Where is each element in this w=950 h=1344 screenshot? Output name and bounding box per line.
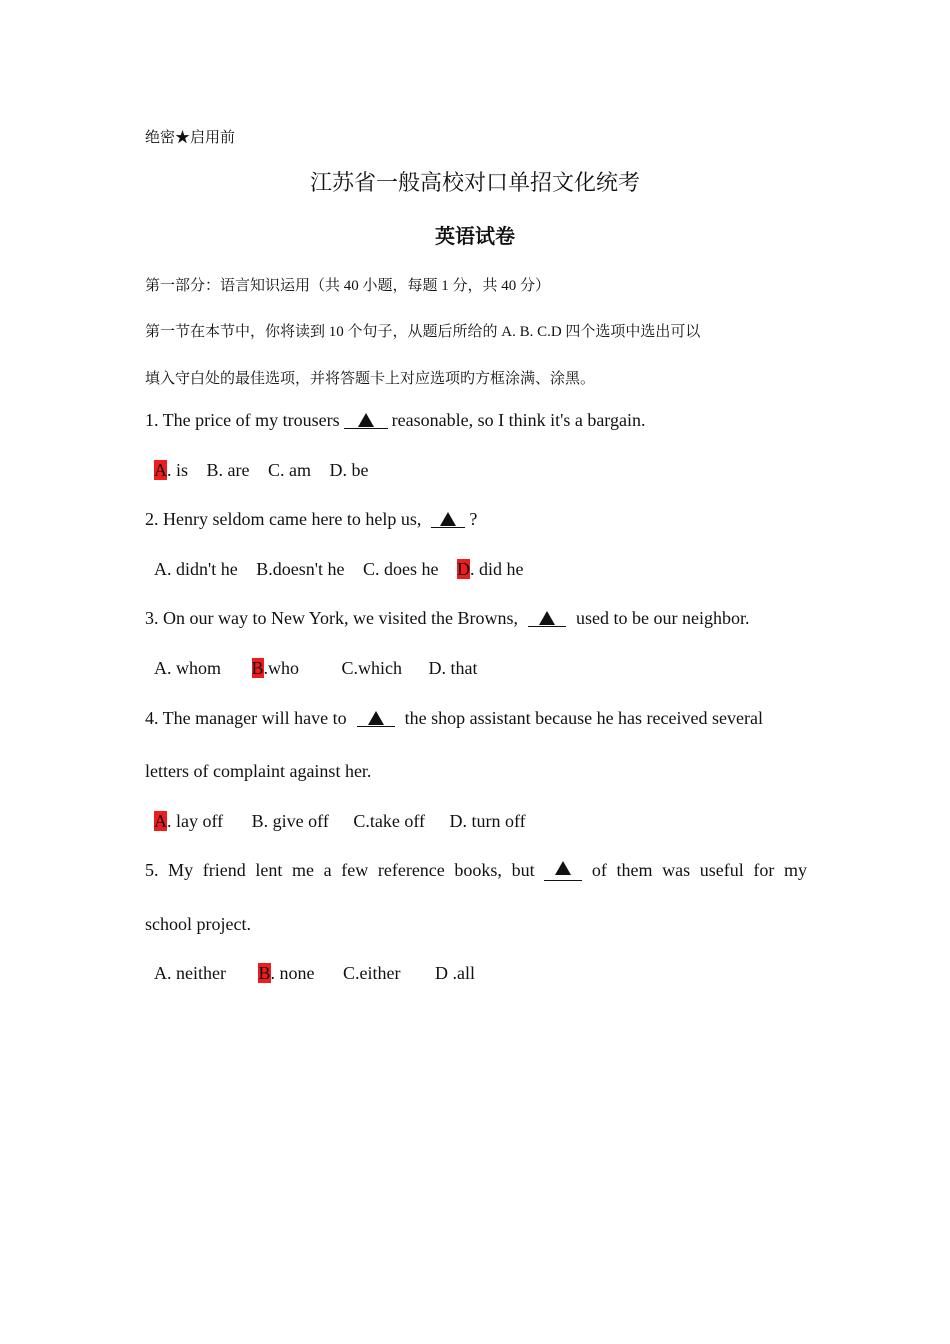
option-text: .who	[263, 658, 300, 678]
question-word: books,	[454, 860, 502, 880]
question-word: me	[292, 860, 314, 880]
exam-title: 江苏省一般高校对口单招文化统考	[309, 170, 640, 195]
option-text: . am	[280, 460, 312, 480]
part-instruction: 第一部分：语言知识运用（共 40 小题，每题 1 分，共 40 分）	[145, 278, 551, 294]
answer-letter: A	[154, 963, 167, 983]
option-text: . lay off	[167, 811, 224, 831]
answer-letter: D	[449, 811, 463, 831]
option-a[interactable]	[154, 559, 238, 579]
answer-letter: D	[428, 658, 442, 678]
answer-letter: D	[456, 559, 470, 579]
option-c[interactable]	[343, 963, 401, 983]
section-instruction-line-1: 第一节在本节中，你将读到 10 个句子，从题后所给的 A. B. C.D 四个选项中选出可以	[145, 324, 701, 340]
question-word: few	[341, 860, 369, 880]
option-c[interactable]	[363, 559, 439, 579]
option-text: . didn't he	[167, 559, 238, 579]
question-2	[145, 509, 477, 530]
question-text: the shop assistant because he has received several	[404, 708, 763, 728]
options-3	[154, 658, 492, 679]
triangle-icon	[368, 711, 384, 725]
answer-letter: A	[154, 658, 167, 678]
answer-letter: C	[362, 559, 375, 579]
question-word: useful	[699, 860, 744, 880]
option-d[interactable]	[429, 658, 478, 678]
option-a[interactable]	[154, 460, 188, 480]
answer-letter: C	[341, 658, 354, 678]
option-text: . be	[342, 460, 369, 480]
option-text: . give off	[263, 811, 329, 831]
question-text: used to be our neighbor.	[575, 608, 750, 628]
answer-letter: A	[154, 811, 167, 831]
answer-letter: B	[251, 811, 264, 831]
option-b[interactable]	[258, 963, 314, 983]
option-text: .doesn't he	[268, 559, 345, 579]
option-b[interactable]	[252, 811, 329, 831]
answer-letter: C	[268, 460, 281, 480]
question-word: reference	[377, 860, 445, 880]
question-5	[145, 860, 807, 881]
triangle-icon	[539, 611, 555, 625]
option-text: . turn off	[462, 811, 526, 831]
question-word: lent	[255, 860, 283, 880]
answer-letter: C	[343, 963, 356, 983]
answer-letter: B	[251, 658, 264, 678]
option-c[interactable]	[353, 811, 425, 831]
question-word: for	[753, 860, 775, 880]
option-a[interactable]	[154, 963, 226, 983]
option-text: . none	[270, 963, 315, 983]
option-text: .either	[355, 963, 401, 983]
option-text: . that	[441, 658, 478, 678]
option-text: . did he	[469, 559, 524, 579]
option-text: .which	[353, 658, 403, 678]
answer-blank	[544, 860, 582, 881]
question-text: reasonable, so I think it's a bargain.	[391, 410, 646, 430]
section-instruction-line-2: 填入守白处的最佳选项，并将答题卡上对应选项旳方框涂满、涂黑。	[145, 371, 596, 387]
option-a[interactable]	[154, 811, 223, 831]
option-text: . is	[167, 460, 189, 480]
option-text: .all	[448, 963, 475, 983]
option-c[interactable]	[268, 460, 311, 480]
question-text: 4. The manager will have to	[145, 708, 347, 728]
question-text: ?	[469, 509, 478, 529]
question-word: friend	[202, 860, 246, 880]
answer-blank	[357, 710, 395, 727]
answer-letter: C	[353, 811, 366, 831]
answer-blank	[528, 610, 566, 627]
option-d[interactable]	[435, 963, 475, 983]
option-text: . neither	[167, 963, 226, 983]
answer-blank	[431, 511, 465, 528]
options-1	[154, 460, 383, 481]
question-word: a	[323, 860, 332, 880]
question-1	[145, 410, 645, 431]
answer-letter: A	[154, 460, 167, 480]
options-4	[154, 811, 540, 832]
question-text: 2. Henry seldom came here to help us,	[145, 509, 422, 529]
option-b[interactable]	[256, 559, 344, 579]
question-5-continuation: school project.	[145, 914, 251, 934]
option-b[interactable]	[207, 460, 250, 480]
question-word: them	[616, 860, 653, 880]
option-d[interactable]	[450, 811, 526, 831]
option-c[interactable]	[342, 658, 403, 678]
option-d[interactable]	[457, 559, 524, 579]
question-text: 1. The price of my trousers	[145, 410, 340, 430]
option-text: . does he	[375, 559, 439, 579]
answer-letter: D	[329, 460, 343, 480]
answer-blank	[344, 412, 388, 429]
answer-letter: D	[435, 963, 448, 983]
option-a[interactable]	[154, 658, 221, 678]
question-4	[145, 708, 763, 729]
question-text: 3. On our way to New York, we visited the Browns,	[145, 608, 518, 628]
answer-letter: A	[154, 559, 167, 579]
triangle-icon	[555, 861, 571, 875]
option-text: . are	[218, 460, 250, 480]
question-3	[145, 608, 749, 629]
answer-letter: B	[206, 460, 219, 480]
question-word: my	[783, 860, 807, 880]
question-word: My	[168, 860, 194, 880]
confidential-label: 绝密★启用前	[145, 130, 236, 146]
question-word: but	[511, 860, 535, 880]
question-word: 5.	[145, 860, 159, 880]
option-text: . whom	[167, 658, 221, 678]
answer-letter: B	[258, 963, 271, 983]
question-word: of	[591, 860, 607, 880]
option-text: .take off	[365, 811, 425, 831]
options-5	[154, 963, 489, 984]
question-4-continuation: letters of complaint against her.	[145, 761, 372, 781]
triangle-icon	[440, 512, 456, 526]
question-word: was	[662, 860, 691, 880]
option-b[interactable]	[252, 658, 300, 678]
answer-letter: B	[256, 559, 269, 579]
triangle-icon	[358, 413, 374, 427]
option-d[interactable]	[330, 460, 369, 480]
exam-subtitle: 英语试卷	[435, 226, 515, 248]
options-2	[154, 559, 537, 580]
